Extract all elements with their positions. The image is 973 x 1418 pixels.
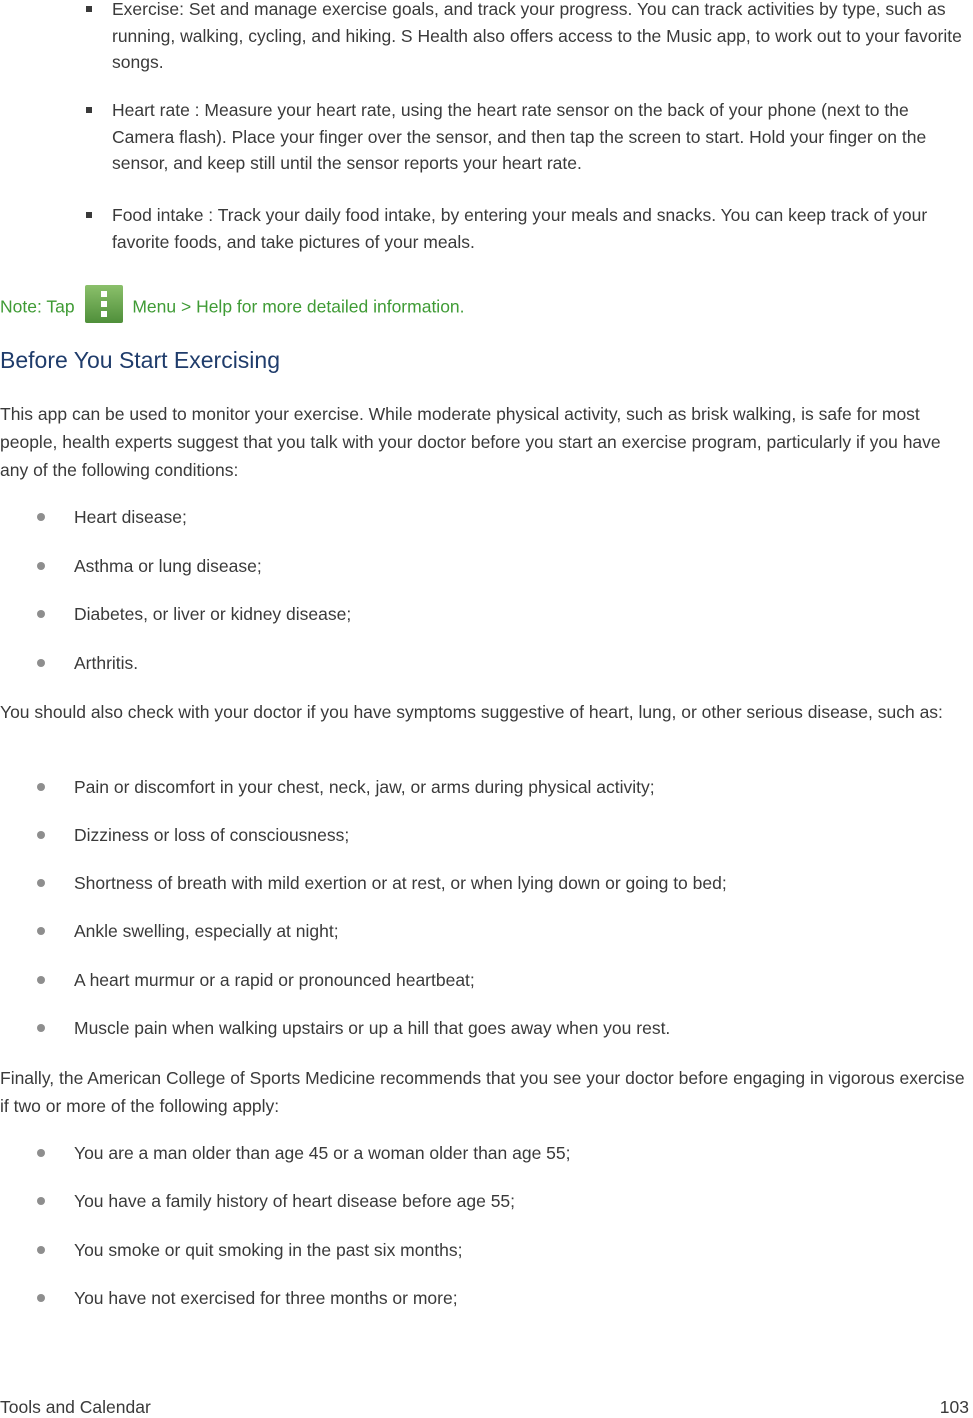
bullet-icon [37, 927, 45, 935]
bullet-icon [37, 1024, 45, 1032]
list-item: Diabetes, or liver or kidney disease; [37, 601, 351, 627]
list-item: You have not exercised for three months or more; [37, 1285, 458, 1311]
list-item: You are a man older than age 45 or a woman older than age 55; [37, 1140, 571, 1166]
bullet-icon [37, 783, 45, 791]
square-bullet-icon [86, 107, 92, 113]
square-bullet-icon [86, 6, 92, 12]
symptoms-paragraph: You should also check with your doctor if you have symptoms suggestive of heart, lung, or other serious disease, such as: [0, 702, 943, 722]
bullet-icon [37, 976, 45, 984]
list-item-text: Exercise: Set and manage exercise goals, and track your progress. You can track activities by type, such as running, walking, cycling, and hiking. S Health also offers access to the Music app, to work out to your favorite songs. [112, 0, 962, 72]
intro-paragraph: This app can be used to monitor your exercise. While moderate physical activity, such as brisk walking, is safe for most people, health experts suggest that you talk with your doctor before you start an exercise program, particularly if you have any of the following conditions: [0, 404, 941, 480]
list-item: Dizziness or loss of consciousness; [37, 822, 349, 848]
note-suffix: Menu > Help for more detailed information. [132, 296, 465, 317]
list-item: Shortness of breath with mild exertion or at rest, or when lying down or going to bed; [37, 870, 727, 896]
bullet-icon [37, 562, 45, 570]
bullet-icon [37, 831, 45, 839]
bullet-icon [37, 1149, 45, 1157]
list-item: You smoke or quit smoking in the past six months; [37, 1237, 462, 1263]
list-item: Ankle swelling, especially at night; [37, 918, 339, 944]
list-item: Heart disease; [37, 504, 187, 530]
bullet-icon [37, 1246, 45, 1254]
note [0, 285, 465, 337]
square-bullet-icon [86, 212, 92, 218]
list-item-food-intake [86, 202, 971, 255]
note-prefix: Note: Tap [0, 296, 75, 317]
list-item: Asthma or lung disease; [37, 553, 262, 579]
menu-icon [85, 285, 123, 323]
bullet-icon [37, 1197, 45, 1205]
bullet-icon [37, 513, 45, 521]
bullet-icon [37, 610, 45, 618]
acsm-paragraph: Finally, the American College of Sports Medicine recommends that you see your doctor before engaging in vigorous exercise if two or more of the following apply: [0, 1068, 965, 1116]
list-item-exercise [86, 0, 971, 76]
section-heading: Before You Start Exercising [0, 347, 280, 373]
list-item: Arthritis. [37, 650, 138, 676]
list-item-heart-rate [86, 97, 971, 177]
list-item: You have a family history of heart disease before age 55; [37, 1188, 515, 1214]
bullet-icon [37, 1294, 45, 1302]
list-item: Muscle pain when walking upstairs or up a hill that goes away when you rest. [37, 1015, 670, 1041]
list-item-text: Heart rate : Measure your heart rate, using the heart rate sensor on the back of your phone (next to the Camera flash). Place your finger over the sensor, and then tap the screen to start. Hold your finger on the sensor, and keep still until the sensor reports your heart rate. [112, 100, 927, 173]
bullet-icon [37, 879, 45, 887]
list-item-text: Food intake : Track your daily food intake, by entering your meals and snacks. You can keep track of your favorite foods, and take pictures of your meals. [112, 205, 928, 252]
list-item: A heart murmur or a rapid or pronounced heartbeat; [37, 967, 475, 993]
footer-section-title: Tools and Calendar [0, 1397, 151, 1417]
list-item: Pain or discomfort in your chest, neck, jaw, or arms during physical activity; [37, 774, 655, 800]
page-number: 103 [939, 1397, 969, 1417]
bullet-icon [37, 659, 45, 667]
